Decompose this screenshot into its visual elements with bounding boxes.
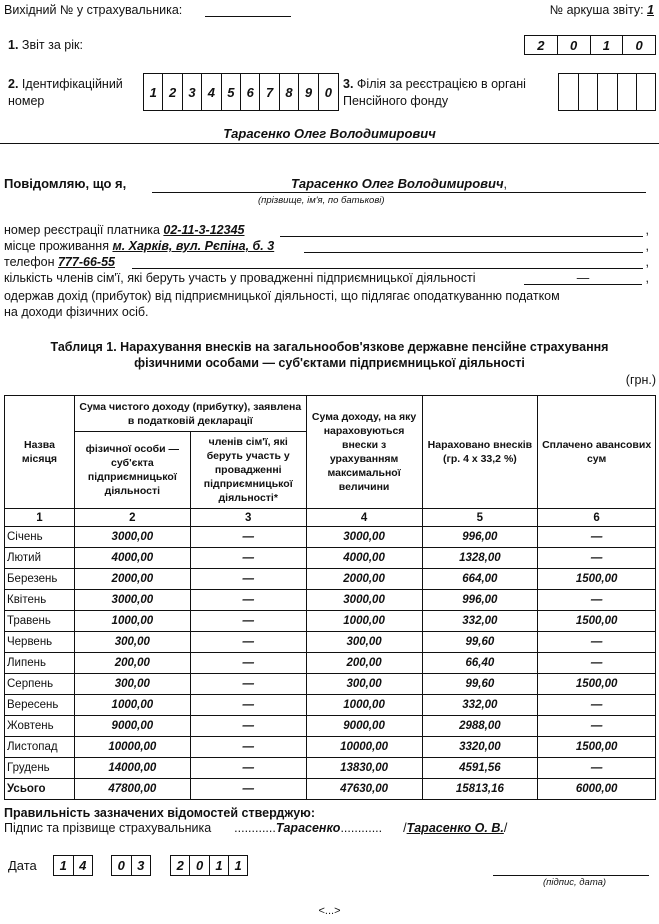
- confirmation-heading: Правильність зазначених відомостей стверджую:: [4, 806, 315, 820]
- table-row: Жовтень 9000,00 — 9000,00 2988,00 —: [5, 716, 656, 737]
- table-row: Березень 2000,00 — 2000,00 664,00 1500,00: [5, 569, 656, 590]
- residence-row: місце проживання м. Харків, вул. Рєпіна, б. 3 ,: [4, 239, 649, 253]
- payer-name: Тарасенко Олег Володимирович: [223, 126, 436, 141]
- date-digit: 0: [190, 856, 209, 875]
- table-row: Січень 3000,00 — 3000,00 996,00 —: [5, 527, 656, 548]
- phone-value[interactable]: 777-66-55: [57, 255, 115, 269]
- omission-marker: <...>: [318, 905, 341, 917]
- pension-branch-boxes[interactable]: [558, 73, 656, 111]
- branch-digit: [559, 74, 579, 110]
- table-row: Квітень 3000,00 — 3000,00 996,00 —: [5, 590, 656, 611]
- id-digit: 9: [299, 74, 318, 110]
- year-digit: 0: [635, 37, 643, 53]
- total-row: Усього 47800,00 — 47630,00 15813,16 6000,00: [5, 779, 656, 800]
- header-accrued: Нараховано внесків (гр. 4 х 33,2 %): [422, 396, 538, 509]
- date-day-boxes[interactable]: [53, 855, 93, 876]
- year-digit: 0: [558, 36, 591, 54]
- table-row: Липень 200,00 — 200,00 66,40 —: [5, 653, 656, 674]
- table-row: Травень 1000,00 — 1000,00 332,00 1500,00: [5, 611, 656, 632]
- branch-digit: [579, 74, 599, 110]
- id-digit: 4: [202, 74, 221, 110]
- date-digit: 3: [137, 858, 145, 873]
- family-members-field[interactable]: [524, 270, 642, 285]
- outgoing-number-field[interactable]: [205, 3, 291, 17]
- table-row: Серпень 300,00 — 300,00 99,60 1500,00: [5, 674, 656, 695]
- header-net-income: Сума чистого доходу (прибутку), заявлена в податковій декларації: [74, 396, 306, 432]
- date-digit: 0: [112, 856, 132, 875]
- notice-intro: Повідомляю, що я,: [4, 176, 127, 191]
- report-year-boxes[interactable]: [524, 35, 656, 55]
- date-digit: 4: [79, 858, 87, 873]
- family-members-row: кількість членів сім'ї, які беруть участь у провадженні підприємницької діяльності — ,: [4, 271, 649, 285]
- id-digit: 8: [280, 74, 299, 110]
- sheet-number: [550, 3, 654, 17]
- outgoing-number-label: Вихідний № у страхувальника:: [4, 3, 183, 17]
- sheet-number-label: № аркуша звіту:: [549, 3, 644, 17]
- date-digit: 1: [210, 856, 229, 875]
- branch-digit: [618, 74, 638, 110]
- id-digit: 2: [163, 74, 182, 110]
- sheet-number-value: 1: [647, 3, 654, 17]
- signatory-name[interactable]: Тарасенко О. В.: [406, 821, 504, 835]
- table-row: Вересень 1000,00 — 1000,00 332,00 —: [5, 695, 656, 716]
- family-members-label: кількість членів сім'ї, які беруть участь у провадженні підприємницької діяльності: [4, 271, 476, 285]
- phone-row: телефон 777-66-55 ,: [4, 255, 649, 269]
- date-digit: 1: [234, 858, 242, 873]
- signature-value[interactable]: Тарасенко: [275, 821, 341, 835]
- date-label: Дата: [8, 858, 37, 873]
- registration-number-row: номер реєстрації платника 02-11-3-12345 ,: [4, 223, 649, 237]
- id-digit: 7: [260, 74, 279, 110]
- residence-label: місце проживання: [4, 239, 113, 253]
- signature-row: Підпис та прізвище страхувальника ............Тарасенко............ /Тарасенко О. В./: [4, 821, 508, 835]
- table-title: Таблиця 1. Нарахування внесків на загальнообов'язкове державне пенсійне страхування фізичними особами — суб'єктами підприємницької діяльності: [50, 340, 609, 370]
- branch-digit: [598, 74, 618, 110]
- family-members-value: —: [576, 271, 590, 285]
- id-number-boxes[interactable]: [143, 73, 339, 111]
- notice-name-value: Тарасенко Олег Володимирович: [290, 176, 504, 191]
- table-unit: (грн.): [625, 373, 656, 387]
- header-base: Сума доходу, на яку нараховуються внески з урахуванням максимальної величини: [306, 396, 422, 509]
- signature-date-caption: (підпис, дата): [543, 877, 607, 888]
- registration-number-label: номер реєстрації платника: [4, 223, 164, 237]
- branch-digit: [637, 74, 655, 110]
- notice-name-field[interactable]: Тарасенко Олег Володимирович,: [152, 176, 646, 193]
- registration-number-value[interactable]: 02-11-3-12345: [163, 223, 245, 237]
- header-individual: фізичної особи — суб'єкта підприємницької діяльності: [74, 432, 190, 509]
- report-year-label: 1. Звіт за рік:: [8, 38, 83, 52]
- year-digit: 2: [525, 36, 558, 54]
- phone-label: телефон: [4, 255, 58, 269]
- header-paid: Сплачено авансових сум: [538, 396, 656, 509]
- income-statement: одержав дохід (прибуток) від підприємницької діяльності, що підлягає оподаткуванню податком на доходи фізичних осіб.: [4, 289, 560, 319]
- table-row: Червень 300,00 — 300,00 99,60 —: [5, 632, 656, 653]
- table-row: Листопад 10000,00 — 10000,00 3320,00 1500,00: [5, 737, 656, 758]
- column-numbers-row: 1 2 3 4 5 6: [5, 509, 656, 527]
- table-row: Грудень 14000,00 — 13830,00 4591,56 —: [5, 758, 656, 779]
- residence-value[interactable]: м. Харків, вул. Рєпіна, б. 3: [112, 239, 275, 253]
- year-digit: 1: [591, 36, 624, 54]
- contributions-table: [4, 395, 656, 800]
- notice-name-caption: (прізвище, ім'я, по батькові): [258, 195, 385, 206]
- header-family: членів сім'ї, які беруть участь у провадженні підприємницької діяльності*: [190, 432, 306, 509]
- id-digit: 6: [241, 74, 260, 110]
- id-digit: 1: [144, 74, 163, 110]
- id-digit: 5: [222, 74, 241, 110]
- id-digit: 0: [324, 84, 332, 100]
- payer-name-divider: [0, 143, 659, 144]
- signature-label: Підпис та прізвище страхувальника: [4, 821, 212, 835]
- date-year-boxes[interactable]: [170, 855, 248, 876]
- id-digit: 3: [183, 74, 202, 110]
- header-month: Назва місяця: [5, 396, 75, 509]
- date-digit: 2: [171, 856, 190, 875]
- signature-date-field[interactable]: [493, 864, 649, 876]
- pension-branch-label: 3. Філія за реєстрацією в органі Пенсійного фонду: [343, 77, 526, 108]
- date-month-boxes[interactable]: [111, 855, 151, 876]
- table-row: Лютий 4000,00 — 4000,00 1328,00 —: [5, 548, 656, 569]
- id-number-label: 2. Ідентифікаційний номер: [8, 77, 123, 108]
- date-digit: 1: [54, 856, 74, 875]
